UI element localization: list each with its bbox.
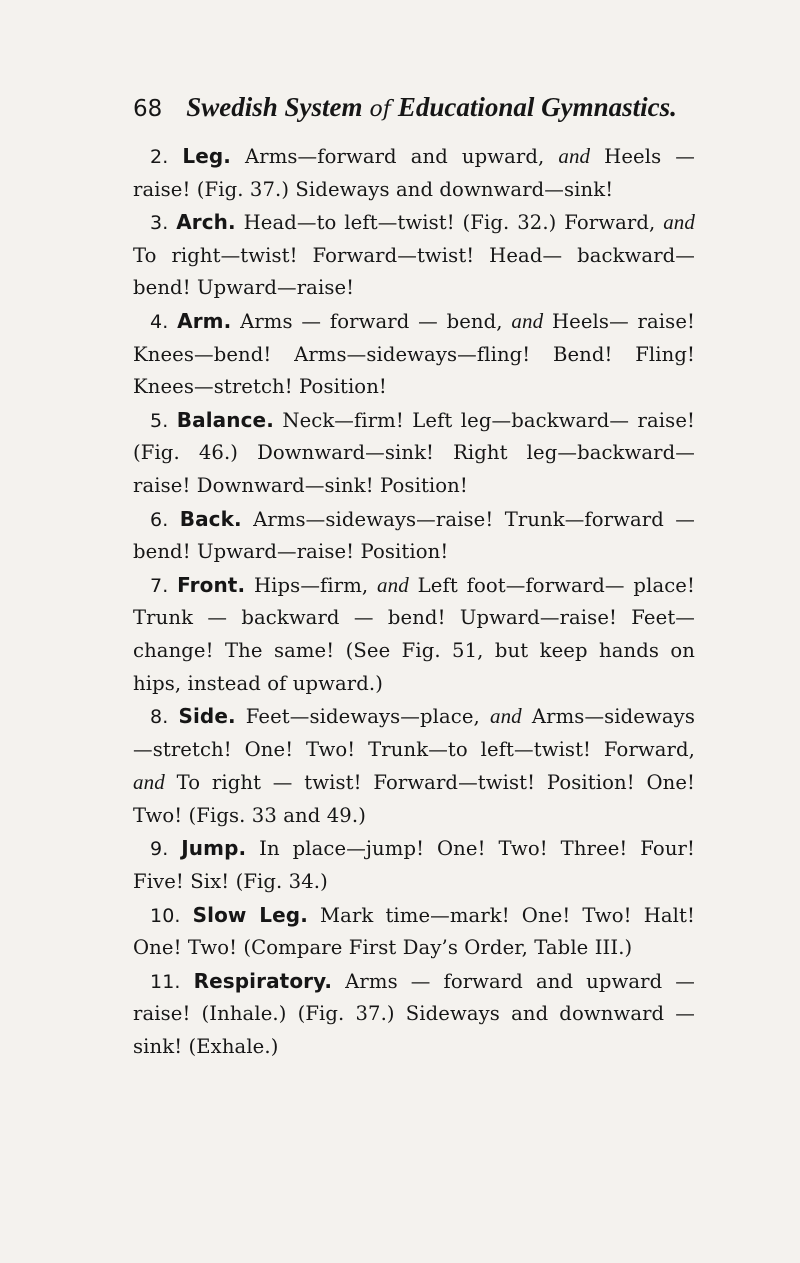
exercise-heading: Balance. (176, 407, 274, 432)
exercise-heading: Slow Leg. (192, 902, 308, 927)
exercise-heading: Arm. (177, 308, 232, 333)
exercise-heading: Back. (179, 506, 242, 531)
exercise-number: 8. (150, 706, 169, 729)
exercise-number: 7. (150, 574, 169, 597)
exercise-text: To right — twist! Forward—twist! Position! One! Two! (Figs. 33 and 49.) (133, 771, 695, 827)
exercise-text: To right—twist! Forward—twist! Head— backward—bend! Upward—raise! (133, 243, 695, 300)
exercise-heading: Respiratory. (193, 968, 333, 993)
exercise-paragraph (133, 569, 695, 700)
exercise-text: Arms—forward and upward, (230, 145, 559, 168)
exercise-text: Hips—firm, (245, 573, 378, 597)
exercise-number: 4. (150, 310, 169, 333)
exercise-paragraph (133, 899, 695, 965)
exercise-paragraph (133, 503, 695, 569)
exercise-text: Feet—sideways—place, (235, 705, 490, 729)
running-head-title-part: Educational Gymnastics. (397, 92, 677, 122)
exercise-text-italic: and (511, 308, 544, 333)
exercise-paragraph (133, 832, 695, 898)
exercise-heading: Leg. (182, 144, 231, 168)
exercise-text: Arms—sideways—raise! Trunk—forward —bend! Upward—raise! Position! (133, 507, 695, 564)
exercise-text: Mark time—mark! One! Two! Halt! One! Two! (Compare First Day’s Order, Table III.) (133, 903, 695, 960)
exercise-text: In place—jump! One! Two! Three! Four! Five! Six! (Fig. 34.) (133, 837, 695, 894)
exercise-number: 9. (150, 838, 169, 861)
exercise-text: Neck—firm! Left leg—backward— raise! (Fig. 46.) Downward—sink! Right leg—backward—raise! Downward—sink! Position! (133, 408, 695, 497)
exercise-number: 2. (150, 146, 169, 168)
exercise-text-italic: and (558, 144, 591, 168)
exercise-paragraph (133, 404, 695, 503)
exercise-text-italic: and (133, 770, 165, 795)
exercise-text: Head—to left—twist! (Fig. 32.) Forward, (235, 211, 664, 235)
exercise-paragraph (133, 965, 695, 1064)
exercise-paragraph (133, 140, 695, 206)
running-head (133, 92, 693, 125)
exercise-heading: Side. (178, 704, 236, 729)
exercise-list (133, 140, 695, 1064)
page-number: 68 (133, 96, 163, 122)
exercise-text: Heels —raise! (Fig. 37.) Sideways and downward—sink! (133, 145, 695, 201)
exercise-text: Arms—sideways—stretch! One! Two! Trunk—to left—twist! Forward, (133, 705, 695, 761)
exercise-heading: Front. (177, 572, 246, 597)
exercise-text-italic: and (663, 210, 695, 235)
exercise-paragraph (133, 305, 695, 404)
exercise-number: 11. (150, 970, 181, 993)
exercise-text: Arms — forward — bend, (231, 309, 512, 333)
exercise-paragraph (133, 700, 695, 832)
exercise-heading: Jump. (181, 836, 247, 861)
exercise-number: 5. (150, 409, 169, 432)
exercise-text: Arms — forward and upward — raise! (Inhale.) (Fig. 37.) Sideways and downward —sink! (Exhale.) (133, 969, 695, 1059)
exercise-text: Heels— raise! Knees—bend! Arms—sideways—fling! Bend! Fling! Knees—stretch! Position! (133, 309, 695, 399)
exercise-text-italic: and (489, 704, 522, 729)
exercise-paragraph (133, 206, 695, 305)
running-head-title-part: of (362, 97, 398, 122)
running-head-title-part: Swedish System (186, 92, 363, 122)
exercise-text: Left foot—forward— place! Trunk — backward — bend! Upward—raise! Feet—change! The same! (See Fig. 51, but keep hands on hips, instead of upward.) (133, 573, 695, 695)
exercise-number: 6. (150, 508, 169, 531)
exercise-heading: Arch. (176, 210, 236, 235)
exercise-text-italic: and (377, 572, 409, 597)
exercise-number: 10. (150, 904, 181, 927)
exercise-number: 3. (150, 212, 169, 235)
